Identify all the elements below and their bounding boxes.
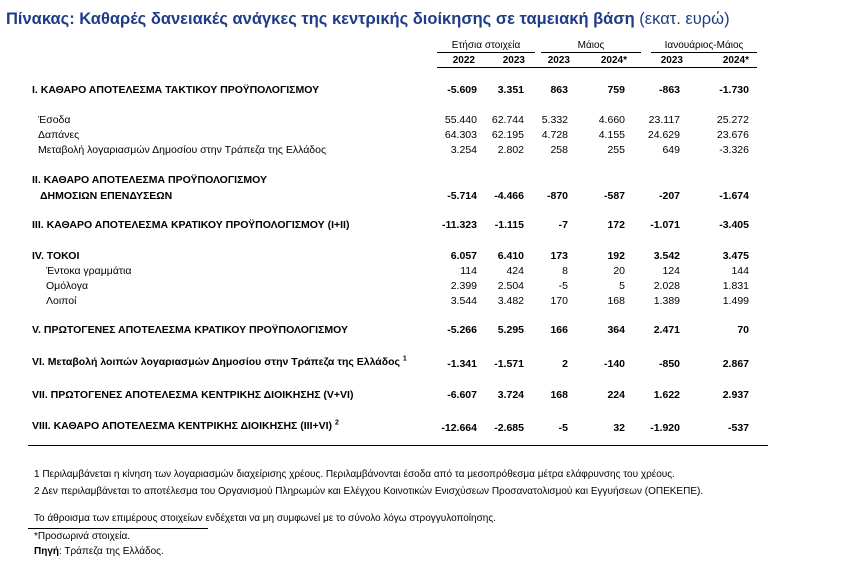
cell: 649 xyxy=(662,144,680,156)
cell: -3.326 xyxy=(719,144,749,156)
cell: -12.664 xyxy=(441,422,477,434)
cell: -207 xyxy=(658,190,680,202)
cell: -6.607 xyxy=(447,389,477,401)
cell: -1.674 xyxy=(719,190,749,202)
row-label: Δαπάνες xyxy=(38,129,80,141)
cell: -4.466 xyxy=(494,190,524,202)
cell: 863 xyxy=(550,84,568,96)
source-label: Πηγή xyxy=(34,546,59,557)
cell: 62.195 xyxy=(491,129,524,141)
table-title xyxy=(6,10,852,29)
cell: 3.482 xyxy=(497,295,524,307)
row-label xyxy=(32,420,339,433)
source-note xyxy=(34,546,164,558)
cell: 166 xyxy=(550,324,568,336)
cell: -1.730 xyxy=(719,84,749,96)
cell: -5.714 xyxy=(447,190,477,202)
cell: -1.071 xyxy=(650,219,680,231)
cell: 2.399 xyxy=(450,280,477,292)
cell: -1.341 xyxy=(447,358,477,370)
header-group-annual: Ετήσια στοιχεία xyxy=(451,40,521,51)
cell: 124 xyxy=(662,265,680,277)
cell: 144 xyxy=(731,265,749,277)
header-year: 2022 xyxy=(452,55,475,66)
footnote-2: 2 Δεν περιλαμβάνεται το αποτέλεσμα του Οργανισμού Πληρωμών και Ελέγχου Κοινοτικών Ενισχύσεων Προσανατολισμού και Εγγυήσεων (ΟΠΕΚΕΠΕ). xyxy=(34,486,704,497)
cell: 3.542 xyxy=(653,250,680,262)
cell: 224 xyxy=(607,389,625,401)
row-label: IV. ΤΟΚΟΙ xyxy=(32,250,80,262)
cell: 2.504 xyxy=(497,280,524,292)
cell: 2.802 xyxy=(497,144,524,156)
header-year: 2024* xyxy=(600,55,627,66)
cell: 4.155 xyxy=(598,129,625,141)
cell: 5.295 xyxy=(497,324,524,336)
cell: 114 xyxy=(460,265,477,277)
cell: 64.303 xyxy=(444,129,477,141)
row-label-continued: ΔΗΜΟΣΙΩΝ ΕΠΕΝΔΥΣΕΩΝ xyxy=(40,190,173,202)
header-year: 2024* xyxy=(722,55,749,66)
cell: 255 xyxy=(607,144,625,156)
cell: 2.867 xyxy=(722,358,749,370)
header-rule-may xyxy=(541,52,641,53)
header-rule-janmay xyxy=(651,52,757,53)
header-year: 2023 xyxy=(502,55,525,66)
header-year: 2023 xyxy=(660,55,683,66)
footnote-marker: 2 xyxy=(334,419,339,427)
row-label: Έσοδα xyxy=(38,114,71,126)
cell: -5 xyxy=(558,280,568,292)
cell: 258 xyxy=(550,144,568,156)
footnote-1: 1 Περιλαμβάνεται η κίνηση των λογαριασμών διαχείρισης χρέους. Περιλαμβάνονται έσοδα από τα μεσοπρόθεσμα μέτρα ελάφρυνσης του χρέους. xyxy=(34,469,675,480)
row-label: V. ΠΡΩΤΟΓΕΝΕΣ ΑΠΟΤΕΛΕΣΜΑ ΚΡΑΤΙΚΟΥ ΠΡΟΫΠΟΛΟΓΙΣΜΟΥ xyxy=(32,324,349,336)
header-bottom-rule xyxy=(437,67,757,68)
cell: 3.475 xyxy=(722,250,749,262)
cell: 1.499 xyxy=(722,295,749,307)
header-year: 2023 xyxy=(547,55,570,66)
cell: 55.440 xyxy=(444,114,477,126)
cell: -3.405 xyxy=(719,219,749,231)
cell: 4.660 xyxy=(598,114,625,126)
cell: -587 xyxy=(603,190,625,202)
cell: 173 xyxy=(550,250,568,262)
rounding-note: Το άθροισμα των επιμέρους στοιχείων ενδέχεται να μη συμφωνεί με το σύνολο λόγω στρογγυλοποίησης. xyxy=(34,513,496,524)
cell: 2.937 xyxy=(722,389,749,401)
row-label: II. ΚΑΘΑΡΟ ΑΠΟΤΕΛΕΣΜΑ ΠΡΟΫΠΟΛΟΓΙΣΜΟΥ xyxy=(32,174,267,186)
source-text: : Τράπεζα της Ελλάδος. xyxy=(59,546,164,557)
cell: 6.410 xyxy=(497,250,524,262)
title-unit: (εκατ. ευρώ) xyxy=(639,10,730,28)
cell: 2 xyxy=(562,358,568,370)
header-group-may: Μάιος xyxy=(577,40,605,51)
cell: 759 xyxy=(607,84,625,96)
footnote-divider-rule xyxy=(28,528,208,529)
cell: 24.629 xyxy=(647,129,680,141)
cell: 23.117 xyxy=(648,114,680,126)
cell: -2.685 xyxy=(494,422,524,434)
cell: -5.609 xyxy=(447,84,477,96)
cell: 8 xyxy=(562,265,568,277)
cell: -7 xyxy=(558,219,568,231)
row-label: III. ΚΑΘΑΡΟ ΑΠΟΤΕΛΕΣΜΑ ΚΡΑΤΙΚΟΥ ΠΡΟΫΠΟΛΟΓΙΣΜΟΥ (I+II) xyxy=(32,219,350,231)
table-bottom-rule xyxy=(28,445,768,446)
cell: 3.544 xyxy=(450,295,477,307)
cell: 20 xyxy=(613,265,625,277)
cell: 192 xyxy=(607,250,625,262)
cell: 1.389 xyxy=(653,295,680,307)
cell: -140 xyxy=(603,358,625,370)
cell: -863 xyxy=(658,84,680,96)
cell: 2.028 xyxy=(653,280,680,292)
row-label xyxy=(32,356,407,369)
cell: 168 xyxy=(607,295,625,307)
cell: 424 xyxy=(506,265,524,277)
cell: 364 xyxy=(607,324,625,336)
header-group-janmay: Ιανουάριος-Μάιος xyxy=(664,40,744,51)
cell: -5 xyxy=(558,422,568,434)
cell: 32 xyxy=(613,422,625,434)
cell: 5 xyxy=(619,280,625,292)
cell: 25.272 xyxy=(716,114,749,126)
row-label: I. ΚΑΘΑΡΟ ΑΠΟΤΕΛΕΣΜΑ ΤΑΚΤΙΚΟΥ ΠΡΟΫΠΟΛΟΓΙΣΜΟΥ xyxy=(32,84,320,96)
row-label-text: VI. Μεταβολή λοιπών λογαριασμών Δημοσίου στην Τράπεζα της Ελλάδος xyxy=(32,356,400,368)
cell: -537 xyxy=(727,422,749,434)
provisional-note: *Προσωρινά στοιχεία. xyxy=(34,531,131,542)
cell: 1.831 xyxy=(722,280,749,292)
cell: 3.254 xyxy=(450,144,477,156)
cell: 5.332 xyxy=(541,114,568,126)
row-label: Ομόλογα xyxy=(46,280,89,292)
row-label-text: VIII. ΚΑΘΑΡΟ ΑΠΟΤΕΛΕΣΜΑ ΚΕΝΤΡΙΚΗΣ ΔΙΟΙΚΗΣΗΣ (III+VI) xyxy=(32,420,333,432)
cell: 172 xyxy=(607,219,625,231)
header-rule-annual xyxy=(437,52,535,53)
cell: 23.676 xyxy=(716,129,749,141)
cell: -11.323 xyxy=(441,219,477,231)
cell: -850 xyxy=(658,358,680,370)
cell: -870 xyxy=(546,190,568,202)
footnote-marker: 1 xyxy=(402,355,407,363)
cell: 4.728 xyxy=(541,129,568,141)
cell: -1.920 xyxy=(650,422,680,434)
cell: 1.622 xyxy=(653,389,680,401)
row-label: Μεταβολή λογαριασμών Δημοσίου στην Τράπεζα της Ελλάδος xyxy=(38,144,327,156)
cell: 168 xyxy=(550,389,568,401)
row-label: Λοιποί xyxy=(46,295,77,307)
cell: 2.471 xyxy=(653,324,680,336)
title-main: Πίνακας: Καθαρές δανειακές ανάγκες της κεντρικής διοίκησης σε ταμειακή βάση xyxy=(6,10,635,28)
row-label: VII. ΠΡΩΤΟΓΕΝΕΣ ΑΠΟΤΕΛΕΣΜΑ ΚΕΝΤΡΙΚΗΣ ΔΙΟΙΚΗΣΗΣ (V+VI) xyxy=(32,389,354,401)
cell: -5.266 xyxy=(447,324,477,336)
cell: -1.115 xyxy=(494,219,524,231)
cell: -1.571 xyxy=(494,358,524,370)
cell: 62.744 xyxy=(491,114,524,126)
cell: 3.724 xyxy=(497,389,524,401)
cell: 70 xyxy=(737,324,749,336)
cell: 170 xyxy=(550,295,568,307)
row-label: Έντοκα γραμμάτια xyxy=(46,265,132,277)
cell: 3.351 xyxy=(497,84,524,96)
cell: 6.057 xyxy=(450,250,477,262)
